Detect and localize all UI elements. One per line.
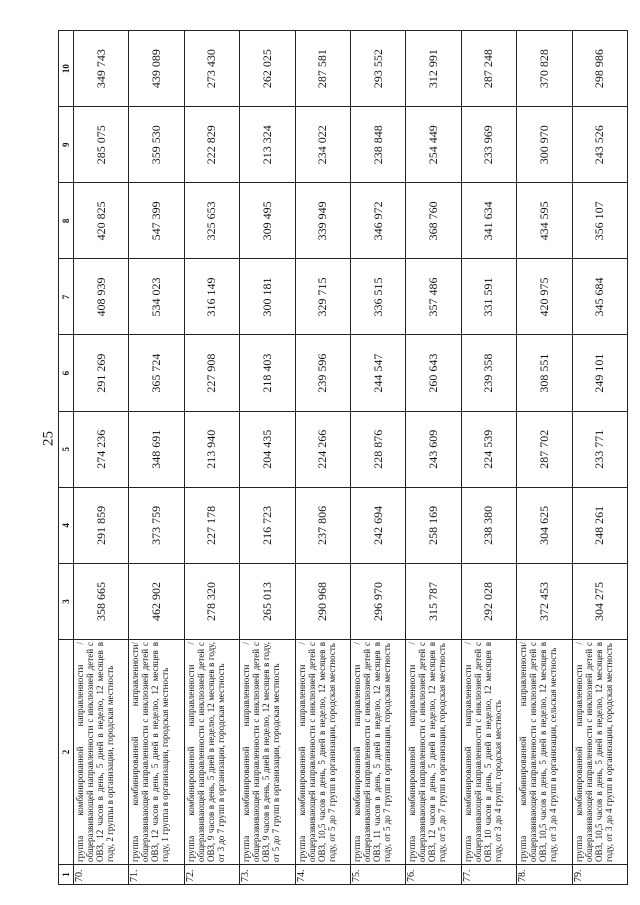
cost-value-cell: 290 968 bbox=[295, 563, 350, 639]
table-row bbox=[129, 31, 184, 885]
cost-value-cell: 258 169 bbox=[406, 487, 461, 563]
cost-value-cell: 420 975 bbox=[517, 259, 572, 335]
cost-value-cell: 336 515 bbox=[350, 259, 405, 335]
cost-value-cell: 238 380 bbox=[461, 487, 516, 563]
row-number: 75. bbox=[350, 865, 405, 885]
row-description: группа комбинированной направленности / общеразвивающей направленности с инклюзией детей с ОВЗ, 10,5 часов в день, 5 дней в неделю, 12 месяцев в году, от 5 до 7 групп в организации, городская местность bbox=[295, 640, 350, 865]
cost-value-cell: 291 859 bbox=[74, 487, 129, 563]
cost-value-cell: 233 771 bbox=[572, 411, 627, 487]
column-header: 5 bbox=[59, 411, 74, 487]
cost-value-cell: 309 495 bbox=[240, 183, 295, 259]
cost-value-cell: 218 403 bbox=[240, 335, 295, 411]
cost-value-cell: 420 825 bbox=[74, 183, 129, 259]
cost-value-cell: 547 399 bbox=[129, 183, 184, 259]
cost-value-cell: 534 023 bbox=[129, 259, 184, 335]
cost-value-cell: 216 723 bbox=[240, 487, 295, 563]
cost-value-cell: 285 075 bbox=[74, 107, 129, 183]
table-row bbox=[406, 31, 461, 885]
cost-value-cell: 300 970 bbox=[517, 107, 572, 183]
cost-value-cell: 345 684 bbox=[572, 259, 627, 335]
row-number: 78. bbox=[517, 865, 572, 885]
cost-value-cell: 204 435 bbox=[240, 411, 295, 487]
cost-value-cell: 238 848 bbox=[350, 107, 405, 183]
cost-value-cell: 346 972 bbox=[350, 183, 405, 259]
cost-table bbox=[58, 30, 628, 885]
cost-value-cell: 227 178 bbox=[184, 487, 239, 563]
cost-value-cell: 287 581 bbox=[295, 31, 350, 107]
cost-value-cell: 224 539 bbox=[461, 411, 516, 487]
page-number: 25 bbox=[40, 431, 57, 446]
cost-value-cell: 339 949 bbox=[295, 183, 350, 259]
cost-value-cell: 234 022 bbox=[295, 107, 350, 183]
table-row bbox=[184, 31, 239, 885]
cost-value-cell: 408 939 bbox=[74, 259, 129, 335]
cost-value-cell: 262 025 bbox=[240, 31, 295, 107]
cost-value-cell: 278 320 bbox=[184, 563, 239, 639]
cost-value-cell: 331 591 bbox=[461, 259, 516, 335]
column-header: 1 bbox=[59, 865, 74, 885]
column-header: 8 bbox=[59, 183, 74, 259]
cost-value-cell: 372 453 bbox=[517, 563, 572, 639]
cost-value-cell: 368 760 bbox=[406, 183, 461, 259]
table-row bbox=[74, 31, 129, 885]
row-description: группа комбинированной направленности/ общеразвивающей направленности с инклюзией детей с ОВЗ, 10,5 часов в день, 5 дней в неделю, 12 месяцев в году, от 3 до 4 групп в организации, сельская местность bbox=[517, 640, 572, 865]
row-number: 70. bbox=[74, 865, 129, 885]
cost-value-cell: 265 013 bbox=[240, 563, 295, 639]
cost-value-cell: 462 902 bbox=[129, 563, 184, 639]
cost-value-cell: 370 828 bbox=[517, 31, 572, 107]
row-description: группа комбинированной направленности / общеразвивающей направленности с инклюзией детей с ОВЗ, 9 часов в день, 5 дней в неделю, 12 месяцев в году, от 3 до 7 групп в организации, городская местность bbox=[184, 640, 239, 865]
cost-value-cell: 356 107 bbox=[572, 183, 627, 259]
cost-value-cell: 243 526 bbox=[572, 107, 627, 183]
cost-value-cell: 248 261 bbox=[572, 487, 627, 563]
row-number: 71. bbox=[129, 865, 184, 885]
cost-value-cell: 298 986 bbox=[572, 31, 627, 107]
cost-value-cell: 358 665 bbox=[74, 563, 129, 639]
column-header: 6 bbox=[59, 335, 74, 411]
row-description: группа комбинированной направленности / общеразвивающей направленности с инклюзией детей с ОВЗ, 11 часов в день, 5 дней в неделю, 12 месяцев в году, от 5 до 7 групп в организации, городская местность bbox=[350, 640, 405, 865]
cost-value-cell: 222 829 bbox=[184, 107, 239, 183]
cost-value-cell: 291 269 bbox=[74, 335, 129, 411]
cost-value-cell: 359 530 bbox=[129, 107, 184, 183]
row-number: 72. bbox=[184, 865, 239, 885]
column-header: 2 bbox=[59, 640, 74, 865]
cost-value-cell: 273 430 bbox=[184, 31, 239, 107]
cost-value-cell: 228 876 bbox=[350, 411, 405, 487]
row-description: группа комбинированной направленности / общеразвивающей направленности с инклюзией детей с ОВЗ, 10 часов в день, 5 дней в неделю, 12 месяцев в году, от 3 до 4 групп, городская местность bbox=[461, 640, 516, 865]
table-row bbox=[572, 31, 627, 885]
cost-value-cell: 300 181 bbox=[240, 259, 295, 335]
table-row bbox=[461, 31, 516, 885]
column-header: 10 bbox=[59, 31, 74, 107]
cost-value-cell: 357 486 bbox=[406, 259, 461, 335]
cost-value-cell: 224 266 bbox=[295, 411, 350, 487]
cost-value-cell: 365 724 bbox=[129, 335, 184, 411]
header-row bbox=[59, 31, 74, 885]
column-header: 9 bbox=[59, 107, 74, 183]
row-number: 73. bbox=[240, 865, 295, 885]
cost-value-cell: 213 940 bbox=[184, 411, 239, 487]
cost-value-cell: 260 643 bbox=[406, 335, 461, 411]
row-number: 74. bbox=[295, 865, 350, 885]
cost-value-cell: 341 634 bbox=[461, 183, 516, 259]
cost-value-cell: 254 449 bbox=[406, 107, 461, 183]
cost-value-cell: 308 551 bbox=[517, 335, 572, 411]
cost-value-cell: 239 596 bbox=[295, 335, 350, 411]
cost-value-cell: 213 324 bbox=[240, 107, 295, 183]
cost-value-cell: 304 625 bbox=[517, 487, 572, 563]
cost-value-cell: 274 236 bbox=[74, 411, 129, 487]
table-row bbox=[350, 31, 405, 885]
cost-value-cell: 316 149 bbox=[184, 259, 239, 335]
cost-value-cell: 439 089 bbox=[129, 31, 184, 107]
cost-value-cell: 244 547 bbox=[350, 335, 405, 411]
cost-value-cell: 292 028 bbox=[461, 563, 516, 639]
cost-value-cell: 312 991 bbox=[406, 31, 461, 107]
table-row bbox=[295, 31, 350, 885]
cost-value-cell: 329 715 bbox=[295, 259, 350, 335]
cost-value-cell: 296 970 bbox=[350, 563, 405, 639]
cost-value-cell: 325 653 bbox=[184, 183, 239, 259]
column-header: 7 bbox=[59, 259, 74, 335]
cost-value-cell: 349 743 bbox=[74, 31, 129, 107]
cost-value-cell: 304 275 bbox=[572, 563, 627, 639]
row-description: группа комбинированной направленности / общеразвивающей направленности с инклюзией детей с ОВЗ, 10,5 часов в день, 5 дней в неделю, 12 месяцев в году, от 3 до 4 групп в организации, городская местность bbox=[572, 640, 627, 865]
row-description: группа комбинированной направленности / общеразвивающей направленности с инклюзией детей с ОВЗ, 9 часов в день, 5 дней в неделю, 12 месяцев в году, от 5 до 7 групп в организации, городская местность bbox=[240, 640, 295, 865]
cost-value-cell: 237 806 bbox=[295, 487, 350, 563]
cost-value-cell: 315 787 bbox=[406, 563, 461, 639]
table-row bbox=[240, 31, 295, 885]
rotated-table-frame bbox=[58, 30, 628, 885]
table-body bbox=[74, 31, 628, 885]
table-wrapper bbox=[58, 30, 628, 885]
row-number: 77. bbox=[461, 865, 516, 885]
cost-value-cell: 227 908 bbox=[184, 335, 239, 411]
cost-value-cell: 239 358 bbox=[461, 335, 516, 411]
cost-value-cell: 348 691 bbox=[129, 411, 184, 487]
row-number: 79. bbox=[572, 865, 627, 885]
row-description: группа комбинированной направленности / общеразвивающей направленности с инклюзией детей с ОВЗ, 12 часов в день, 5 дней в неделю, 12 месяцев в году, 2 группы в организации, городская местность bbox=[74, 640, 129, 865]
cost-value-cell: 233 969 bbox=[461, 107, 516, 183]
cost-value-cell: 373 759 bbox=[129, 487, 184, 563]
row-description: группа комбинированной направленности / общеразвивающей направленности с инклюзией детей с ОВЗ, 12 часов в день, 5 дней в неделю, 12 месяцев в году, от 5 до 7 групп в организации, городская местность bbox=[406, 640, 461, 865]
column-header: 4 bbox=[59, 487, 74, 563]
row-description: группа комбинированной направленности/ общеразвивающей направленности с инклюзией детей с ОВЗ, 12 часов в день, 5 дней в неделю, 12 месяцев в году, 1 группа в организации, городская местность bbox=[129, 640, 184, 865]
cost-value-cell: 249 101 bbox=[572, 335, 627, 411]
cost-value-cell: 243 609 bbox=[406, 411, 461, 487]
row-number: 76. bbox=[406, 865, 461, 885]
cost-value-cell: 434 595 bbox=[517, 183, 572, 259]
cost-value-cell: 242 694 bbox=[350, 487, 405, 563]
cost-value-cell: 287 702 bbox=[517, 411, 572, 487]
cost-value-cell: 287 248 bbox=[461, 31, 516, 107]
cost-value-cell: 293 552 bbox=[350, 31, 405, 107]
column-header: 3 bbox=[59, 563, 74, 639]
table-row bbox=[517, 31, 572, 885]
